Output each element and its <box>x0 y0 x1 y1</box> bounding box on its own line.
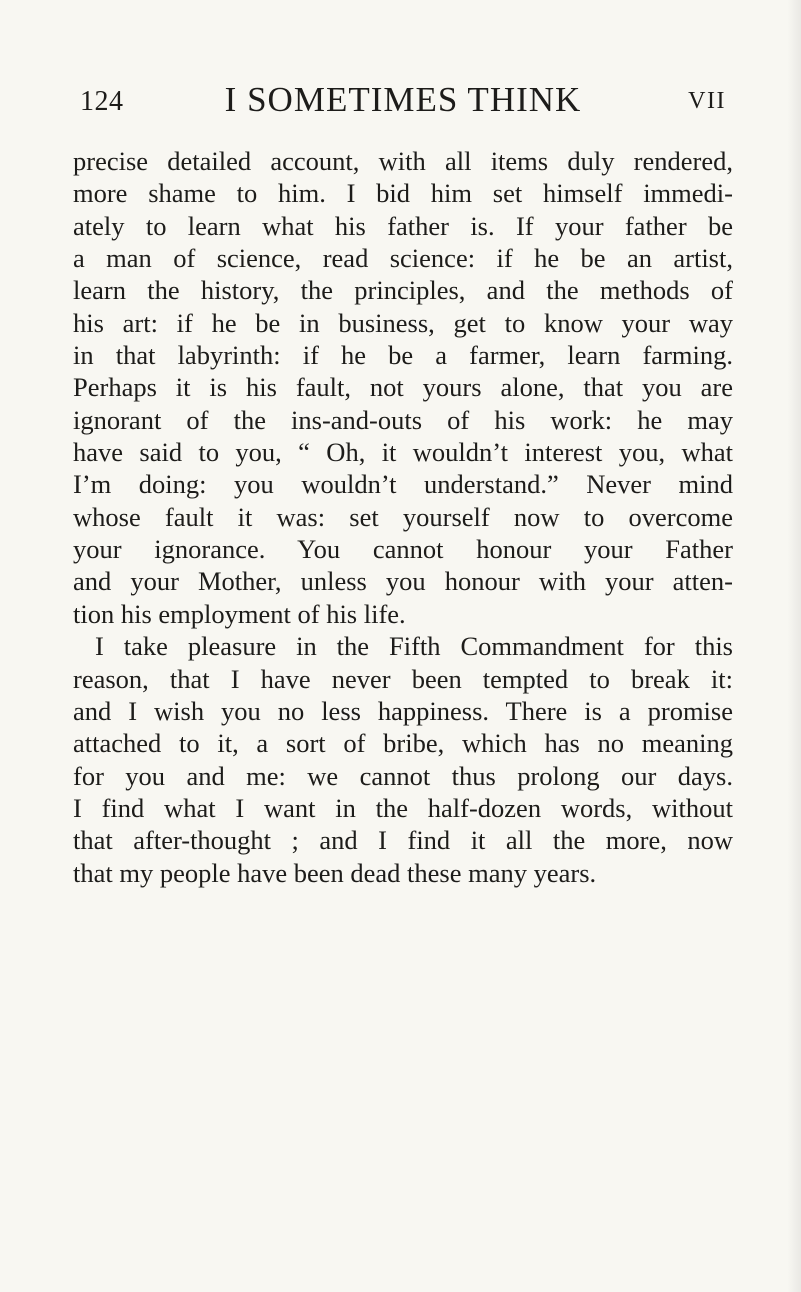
chapter-numeral: VII <box>688 88 726 114</box>
text-line: in that labyrinth: if he be a farmer, learn farming. <box>73 340 733 371</box>
text-line: tion his employment of his life. <box>73 598 406 629</box>
text-line: I find what I want in the half-dozen words, without <box>73 792 733 823</box>
text-line: that my people have been dead these many years. <box>73 857 597 888</box>
text-line: whose fault it was: set yourself now to overcome <box>73 501 733 532</box>
text-line: a man of science, read science: if he be an artist, <box>73 243 733 274</box>
text-line: have said to you, “ Oh, it wouldn’t interest you, what <box>73 437 733 468</box>
text-line: your ignorance. You cannot honour your Father <box>73 534 733 565</box>
text-line: reason, that I have never been tempted to break it: <box>73 663 733 694</box>
text-line: learn the history, the principles, and the methods of <box>73 275 733 306</box>
text-line: ately to learn what his father is. If your father be <box>73 210 733 241</box>
text-line: Perhaps it is his fault, not yours alone, that you are <box>73 372 733 403</box>
page-number: 124 <box>80 86 124 117</box>
text-line: attached to it, a sort of bribe, which has no meaning <box>73 728 733 759</box>
running-header <box>80 80 726 128</box>
page-edge-shadow <box>787 0 801 1292</box>
text-line: that after-thought ; and I find it all the more, now <box>73 825 733 856</box>
text-line: and I wish you no less happiness. There is a promise <box>73 695 733 726</box>
text-line: precise detailed account, with all items duly rendered, <box>73 146 733 176</box>
text-line: I take pleasure in the Fifth Commandment for this <box>95 631 733 662</box>
text-line: and your Mother, unless you honour with your atten- <box>73 566 733 597</box>
text-line: ignorant of the ins-and-outs of his work: he may <box>73 404 733 435</box>
text-line: his art: if he be in business, get to know your way <box>73 307 733 338</box>
text-line: more shame to him. I bid him set himself immedi- <box>73 178 733 209</box>
text-line: I’m doing: you wouldn’t understand.” Never mind <box>73 469 733 500</box>
text-line: for you and me: we cannot thus prolong our days. <box>73 760 733 791</box>
body-text <box>73 145 733 889</box>
running-title: I SOMETIMES THINK <box>224 80 582 119</box>
